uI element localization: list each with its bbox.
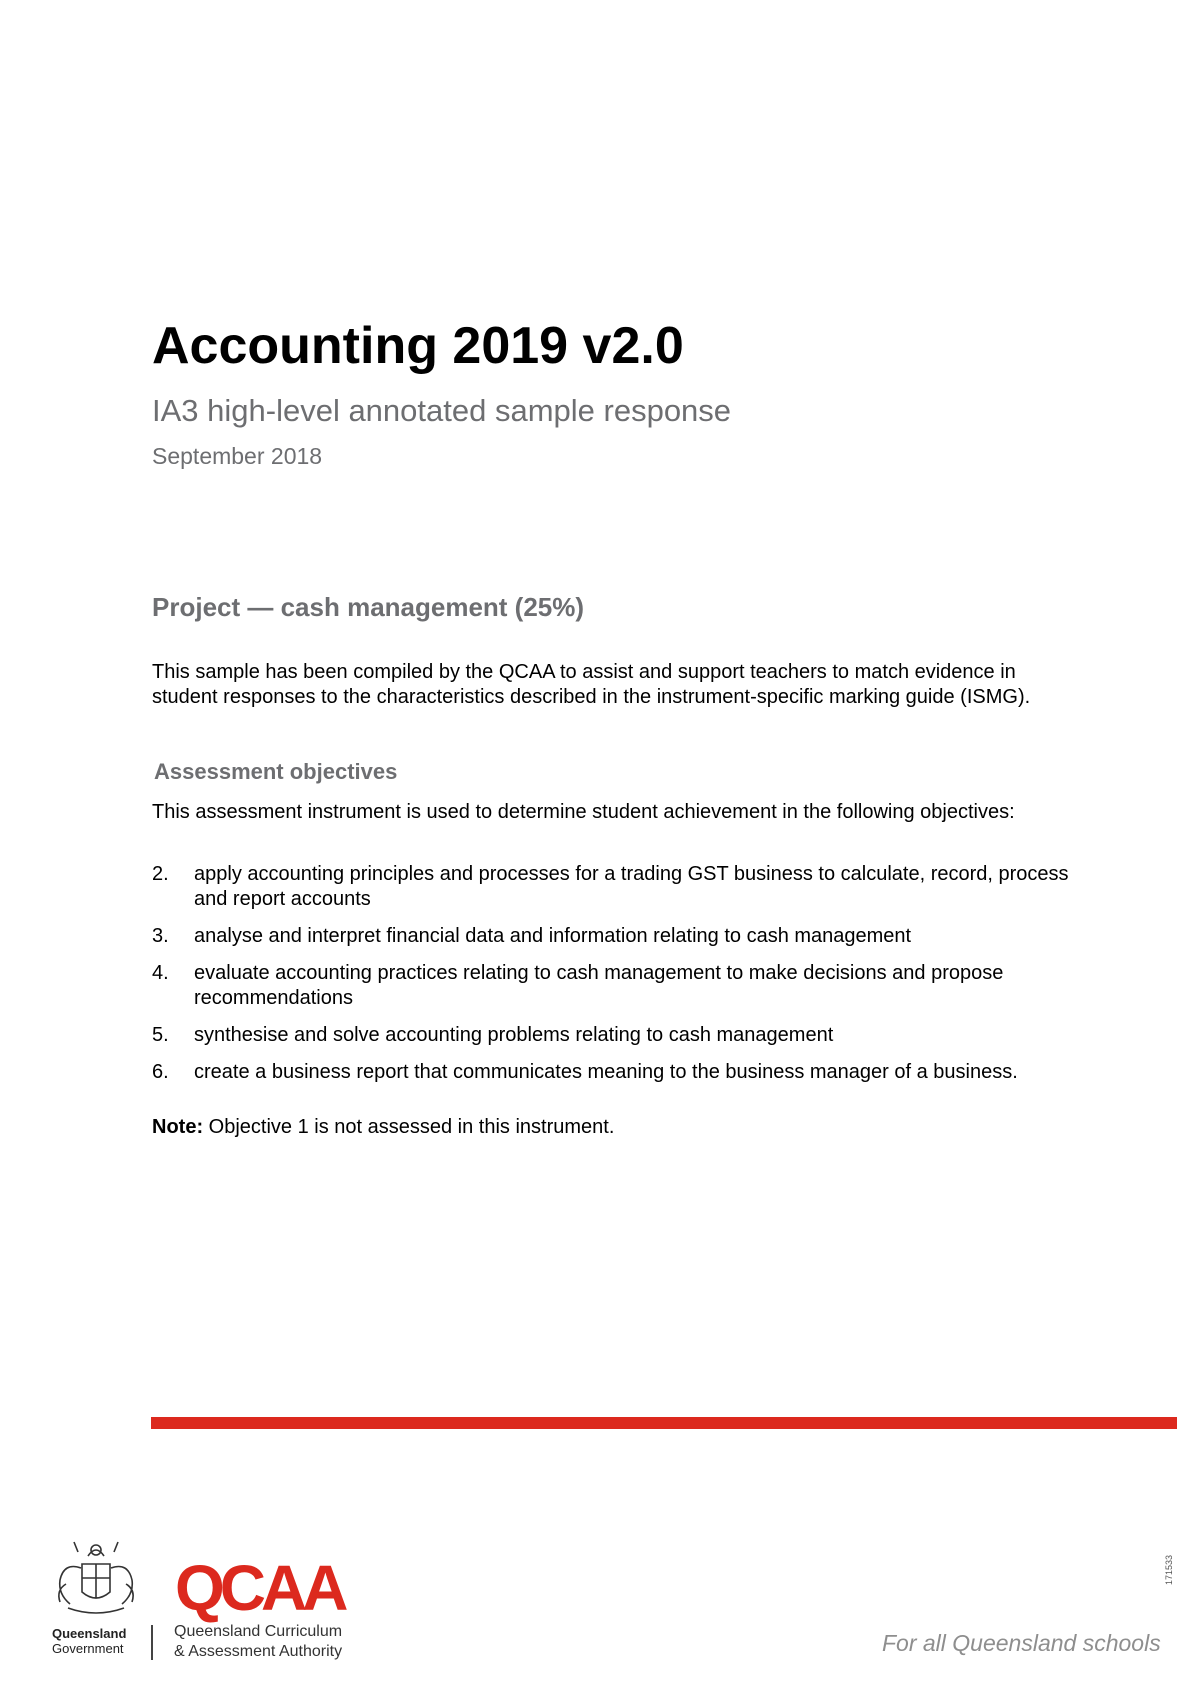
qcaa-logo: QCAA (175, 1552, 344, 1624)
queensland-coat-of-arms-icon (48, 1534, 144, 1624)
red-divider-bar (151, 1417, 1177, 1429)
list-item-number: 4. (152, 962, 169, 984)
list-item (152, 961, 1072, 1011)
list-item-text: apply accounting principles and processes for a trading GST business to calculate, record, process and report accounts (194, 863, 1069, 910)
objectives-intro: This assessment instrument is used to determine student achievement in the following objectives: (152, 801, 1015, 823)
document-date: September 2018 (152, 443, 323, 469)
note-label: Note: (152, 1116, 204, 1138)
list-item (152, 862, 1072, 912)
list-item-number: 6. (152, 1061, 169, 1083)
list-item (152, 1023, 1072, 1048)
project-heading: Project — cash management (25%) (152, 592, 585, 622)
qld-name-line-2: Government (52, 1641, 124, 1656)
list-item-text: synthesise and solve accounting problems relating to cash management (194, 1024, 834, 1046)
document-title: Accounting 2019 v2.0 (152, 317, 684, 375)
qcaa-name-line-1: Queensland Curriculum (174, 1623, 343, 1640)
list-item-number: 3. (152, 925, 169, 947)
objectives-note (152, 1115, 614, 1140)
project-intro: This sample has been compiled by the QCAA to assist and support teachers to match evidence in student responses to the characteristics described in the instrument-specific marking guide (ISMG). (152, 661, 1031, 708)
list-item-text: create a business report that communicates meaning to the business manager of a business. (194, 1061, 1018, 1083)
qcaa-full-name (174, 1622, 342, 1662)
list-item (152, 924, 1072, 949)
list-item-text: analyse and interpret financial data and information relating to cash management (194, 925, 912, 947)
document-code: 171533 (1164, 1554, 1174, 1585)
list-item-number: 5. (152, 1024, 169, 1046)
queensland-government-wordmark (52, 1626, 126, 1656)
list-item (152, 1060, 1072, 1085)
footer-tagline: For all Queensland schools (882, 1630, 1161, 1656)
list-item-number: 2. (152, 863, 169, 885)
qld-name-line-1: Queensland (52, 1626, 127, 1641)
list-item-text: evaluate accounting practices relating to cash management to make decisions and propose recommendations (194, 962, 1004, 1009)
objectives-list (152, 862, 1072, 1097)
document-subtitle: IA3 high-level annotated sample response (152, 393, 732, 428)
objectives-heading: Assessment objectives (154, 759, 398, 784)
note-text: Objective 1 is not assessed in this instrument. (203, 1116, 615, 1138)
logo-divider (151, 1625, 153, 1660)
qcaa-name-line-2: & Assessment Authority (174, 1643, 343, 1660)
